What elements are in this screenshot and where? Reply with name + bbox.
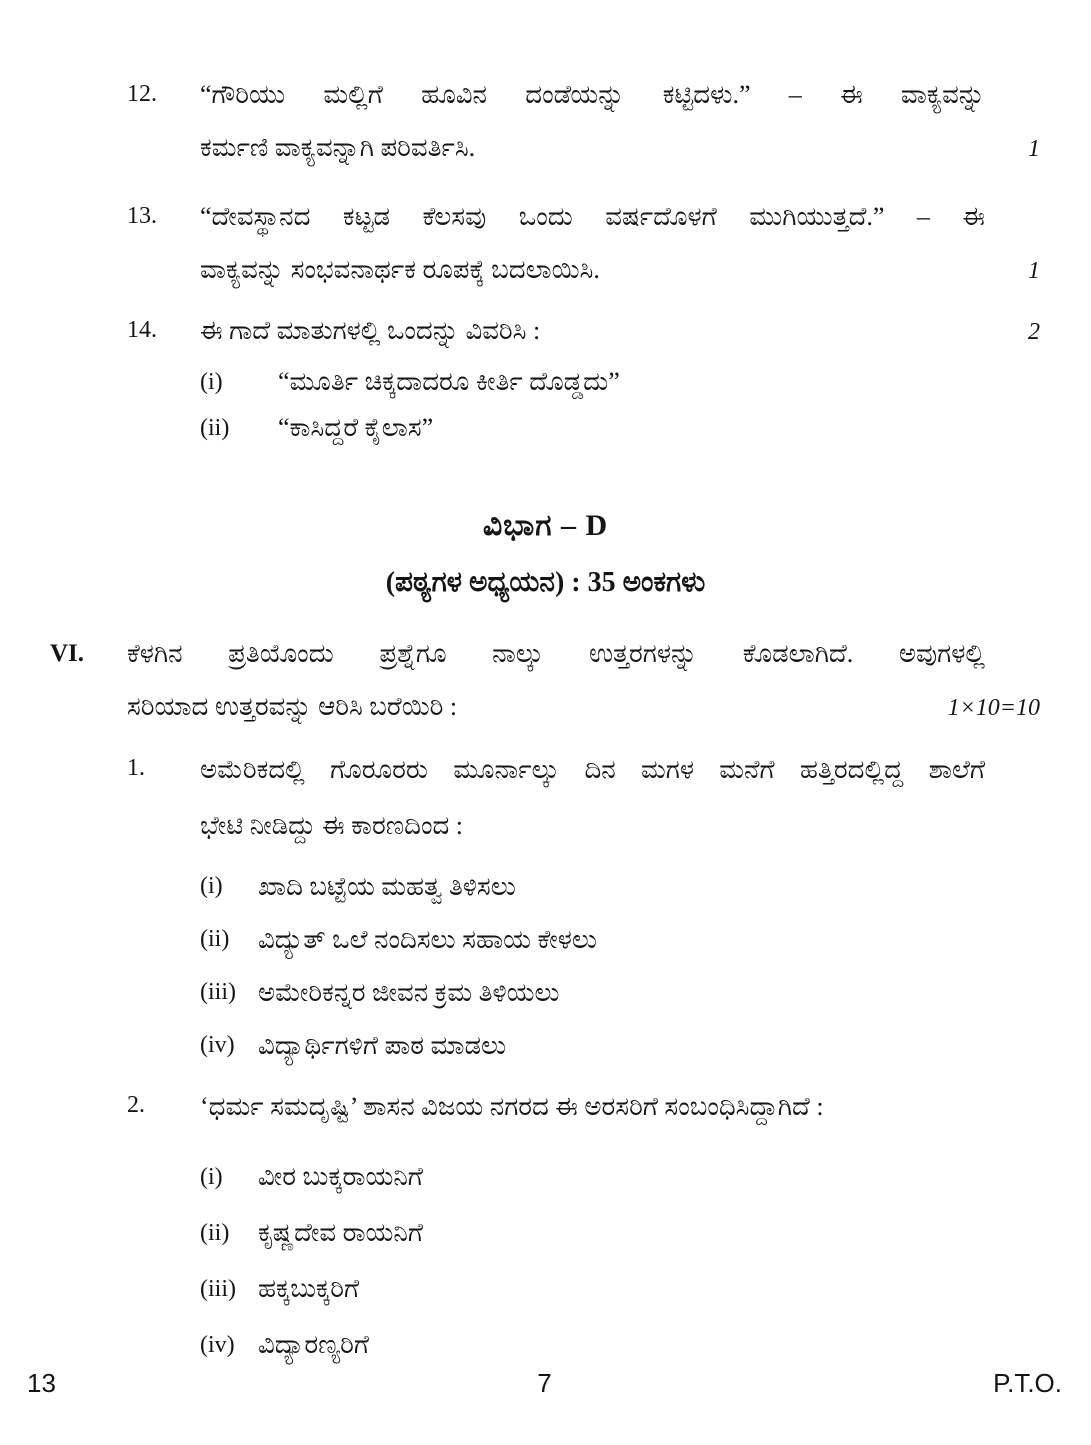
mcq-1-text-line2: ಭೇಟಿ ನೀಡಿದ್ದು ಈ ಕಾರಣದಿಂದ :	[200, 811, 463, 840]
mcq-2-option-iii	[0, 1261, 1091, 1317]
mcq-question-2	[0, 1079, 1091, 1135]
option-label: (i)	[200, 1164, 223, 1190]
subitem-text: “ಕಾಸಿದ್ದರೆ ಕೈಲಾಸ”	[278, 413, 434, 442]
mcq-2-option-ii	[0, 1205, 1091, 1261]
subitem-label: (i)	[200, 369, 223, 395]
option-label: (ii)	[200, 926, 230, 952]
subitem-text: “ಮೂರ್ತಿ ಚಿಕ್ಕದಾದರೂ ಕೀರ್ತಿ ದೊಡ್ಡದು”	[278, 367, 620, 396]
question-14-number: 14.	[127, 317, 157, 343]
mcq-2-options	[0, 1149, 1091, 1373]
question-12	[0, 68, 1091, 176]
question-13	[0, 190, 1091, 298]
option-text: ವೀರ ಬುಕ್ಕರಾಯನಿಗೆ	[258, 1162, 423, 1191]
mcq-1-option-iii	[0, 966, 1091, 1019]
question-14	[0, 304, 1091, 451]
option-text: ಹಕ್ಕಬುಕ್ಕರಿಗೆ	[258, 1274, 360, 1303]
option-label: (ii)	[200, 1220, 230, 1246]
paper-code: 13	[27, 1368, 56, 1398]
mcq-2-number: 2.	[127, 1092, 145, 1118]
page-footer	[0, 1368, 1091, 1399]
question-12-text-line1: “ಗೌರಿಯು ಮಲ್ಲಿಗೆ ಹೂವಿನ ದಂಡೆಯನ್ನು ಕಟ್ಟಿದಳು.” – ಈ ವಾಕ್ಯವನ್ನು	[200, 80, 985, 109]
option-label: (iv)	[200, 1032, 235, 1058]
mcq-1-options	[0, 860, 1091, 1072]
mcq-1-number: 1.	[127, 755, 145, 781]
mcq-2-option-i	[0, 1149, 1091, 1205]
mcq-1-option-ii	[0, 913, 1091, 966]
question-14-subitem-i	[200, 359, 1040, 405]
part-vi-number: VI.	[50, 640, 85, 667]
part-vi-instruction	[0, 627, 1091, 735]
part-vi-instruction-line1: ಕೆಳಗಿನ ಪ್ರತಿಯೊಂದು ಪ್ರಶ್ನೆಗೂ ನಾಲ್ಕು ಉತ್ತರಗಳನ್ನು ಕೊಡಲಾಗಿದೆ. ಅವುಗಳಲ್ಲಿ	[127, 639, 985, 668]
section-d-title: ವಿಭಾಗ – D	[482, 509, 609, 542]
part-vi-instruction-line2: ಸರಿಯಾದ ಉತ್ತರವನ್ನು ಆರಿಸಿ ಬರೆಯಿರಿ :	[127, 692, 458, 721]
mcq-1-option-iv	[0, 1019, 1091, 1072]
section-d-subtitle: (ಪಠ್ಯಗಳ ಅಧ್ಯಯನ) : 35 ಅಂಕಗಳು	[385, 567, 706, 598]
option-label: (iii)	[200, 979, 236, 1005]
mcq-question-1	[0, 742, 1091, 854]
mcq-1-text-line1: ಅಮೆರಿಕದಲ್ಲಿ ಗೊರೂರರು ಮೂರ್ನಾಲ್ಕು ದಿನ ಮಗಳ ಮನೆಗೆ ಹತ್ತಿರದಲ್ಲಿದ್ದ ಶಾಲೆಗೆ	[200, 755, 985, 784]
option-text: ವಿದ್ಯಾರಣ್ಯರಿಗೆ	[258, 1330, 369, 1359]
question-13-text-line2: ವಾಕ್ಯವನ್ನು ಸಂಭವನಾರ್ಥಕ ರೂಪಕ್ಕೆ ಬದಲಾಯಿಸಿ.	[200, 255, 600, 284]
question-14-text-line1: ಈ ಗಾದೆ ಮಾತುಗಳಲ್ಲಿ ಒಂದನ್ನು ವಿವರಿಸಿ :	[200, 316, 541, 345]
option-label: (i)	[200, 873, 223, 899]
mcq-2-option-iv	[0, 1317, 1091, 1373]
question-14-marks: 2	[1028, 319, 1040, 345]
pto-label: P.T.O.	[993, 1368, 1062, 1398]
question-13-number: 13.	[127, 203, 157, 229]
option-text: ವಿದ್ಯಾರ್ಥಿಗಳಿಗೆ ಪಾಠ ಮಾಡಲು	[258, 1031, 507, 1060]
question-14-subitem-ii	[200, 405, 1040, 451]
mcq-2-text-line1: ‘ಧರ್ಮ ಸಮದೃಷ್ಟಿ’ ಶಾಸನ ವಿಜಯ ನಗರದ ಈ ಅರಸರಿಗೆ ಸಂಬಂಧಿಸಿದ್ದಾಗಿದೆ :	[200, 1092, 824, 1121]
option-text: ವಿದ್ಯುತ್ ಒಲೆ ನಂದಿಸಲು ಸಹಾಯ ಕೇಳಲು	[258, 925, 597, 954]
section-d-heading	[0, 505, 1091, 605]
question-12-marks: 1	[1028, 136, 1040, 162]
question-12-text-line2: ಕರ್ಮಣಿ ವಾಕ್ಯವನ್ನಾಗಿ ಪರಿವರ್ತಿಸಿ.	[200, 133, 476, 162]
option-label: (iv)	[200, 1332, 235, 1358]
question-13-marks: 1	[1028, 258, 1040, 284]
question-13-text-line1: “ದೇವಸ್ಥಾನದ ಕಟ್ಟಡ ಕೆಲಸವು ಒಂದು ವರ್ಷದೊಳಗೆ ಮುಗಿಯುತ್ತದೆ.” – ಈ	[200, 202, 985, 231]
page-number: 7	[537, 1368, 552, 1398]
option-text: ಖಾದಿ ಬಟ್ಟೆಯ ಮಹತ್ವ ತಿಳಿಸಲು	[258, 872, 516, 901]
part-vi-marks: 1×10=10	[947, 695, 1040, 721]
option-label: (iii)	[200, 1276, 236, 1302]
question-12-number: 12.	[127, 81, 157, 107]
option-text: ಕೃಷ್ಣದೇವ ರಾಯನಿಗೆ	[258, 1218, 423, 1247]
mcq-1-option-i	[0, 860, 1091, 913]
subitem-label: (ii)	[200, 415, 230, 441]
option-text: ಅಮೇರಿಕನ್ನರ ಜೀವನ ಕ್ರಮ ತಿಳಿಯಲು	[258, 978, 560, 1007]
